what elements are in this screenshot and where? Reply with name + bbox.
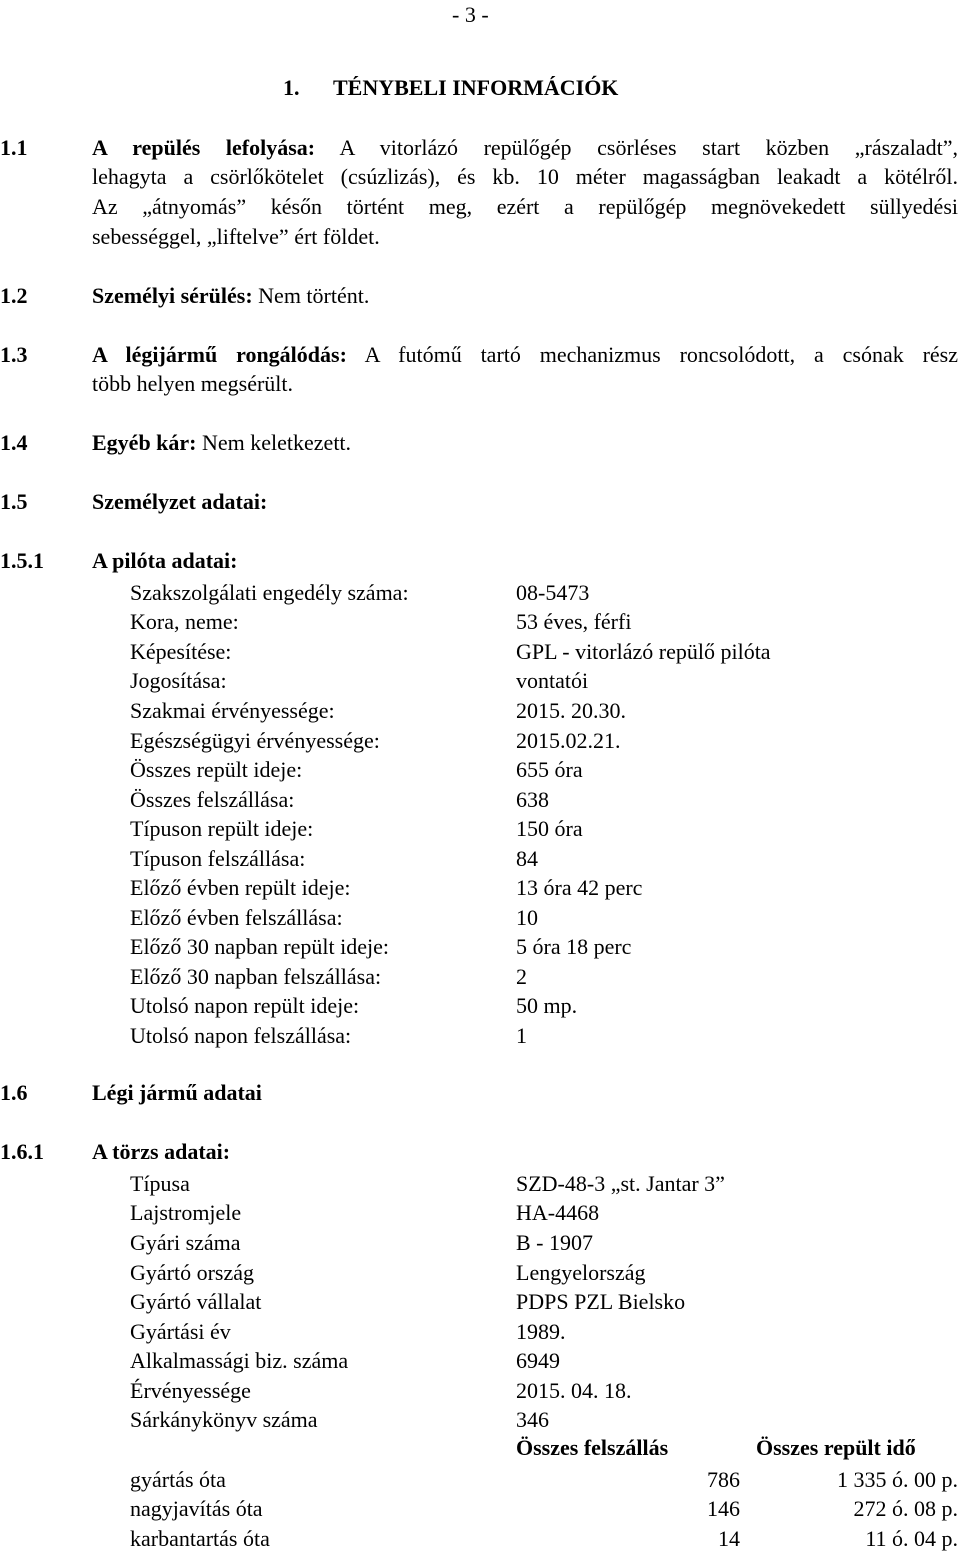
aircraft-row (130, 1319, 960, 1345)
table-row-takeoffs: 14 (718, 1526, 740, 1551)
pilot-row-value: 84 (516, 846, 538, 871)
table-row-label: gyártás óta (130, 1467, 226, 1492)
s1-1-line3: Az „átnyomás” későn történt meg, ezért a repülőgép megnövekedett süllyedési (92, 194, 958, 219)
s1-2-label: Személyi sérülés: (92, 283, 253, 308)
pilot-row-value: 1 (516, 1023, 527, 1048)
s1-4-line (92, 432, 351, 454)
aircraft-row-value: Lengyelország (516, 1260, 646, 1285)
pilot-row (130, 875, 960, 901)
pilot-row-value: 10 (516, 905, 538, 930)
pilot-row (130, 728, 960, 754)
aircraft-row-value: HA-4468 (516, 1200, 600, 1225)
pilot-row-value: vontatói (516, 668, 589, 693)
pilot-row-value: 2 (516, 964, 527, 989)
s1-6-1-number: 1.6.1 (0, 1139, 44, 1164)
s1-4-label: Egyéb kár: (92, 430, 197, 455)
aircraft-row-label: Sárkánykönyv száma (130, 1407, 318, 1432)
aircraft-row-value: 6949 (516, 1348, 560, 1373)
pilot-row-value: 150 óra (516, 816, 583, 841)
s1-2-number: 1.2 (0, 283, 28, 308)
pilot-row (130, 964, 960, 990)
pilot-row-label: Utolsó napon felszállása: (130, 1023, 352, 1048)
table-header-takeoffs: Összes felszállás (516, 1435, 669, 1460)
aircraft-row-value: 1989. (516, 1319, 566, 1344)
section-number: 1. (283, 75, 300, 100)
section-title: TÉNYBELI INFORMÁCIÓK (333, 75, 619, 100)
table-row (130, 1526, 960, 1552)
pilot-row-label: Típuson repült ideje: (130, 816, 314, 841)
pilot-row (130, 787, 960, 813)
table-row-time: 1 335 ó. 00 p. (837, 1467, 958, 1492)
s1-4-text: Nem keletkezett. (202, 430, 352, 455)
pilot-row-label: Képesítése: (130, 639, 232, 664)
aircraft-row (130, 1260, 960, 1286)
pilot-row (130, 934, 960, 960)
aircraft-row-label: Lajstromjele (130, 1200, 242, 1225)
pilot-row (130, 846, 960, 872)
table-row-label: nagyjavítás óta (130, 1496, 263, 1521)
aircraft-row-value: SZD-48-3 „st. Jantar 3” (516, 1171, 725, 1196)
s1-6-number: 1.6 (0, 1080, 28, 1105)
s1-1-line2: lehagyta a csörlőkötelet (csúzlizás), és kb. 10 méter magasságban leakadt a kötélről. (92, 164, 958, 189)
table-row (130, 1467, 960, 1493)
aircraft-row (130, 1348, 960, 1374)
table-row-takeoffs: 146 (707, 1496, 740, 1521)
aircraft-row-value: PDPS PZL Bielsko (516, 1289, 686, 1314)
pilot-row-value: GPL - vitorlázó repülő pilóta (516, 639, 771, 664)
pilot-row (130, 668, 960, 694)
s1-5-number: 1.5 (0, 489, 28, 514)
pilot-row-value: 655 óra (516, 757, 583, 782)
aircraft-row-label: Érvényessége (130, 1378, 251, 1403)
aircraft-row (130, 1378, 960, 1404)
pilot-row-value: 2015. 20.30. (516, 698, 626, 723)
aircraft-row-label: Gyártó ország (130, 1260, 255, 1285)
pilot-row (130, 993, 960, 1019)
table-row (130, 1496, 960, 1522)
s1-1-text1: A vitorlázó repülőgép csörléses start közben „rászaladt”, (339, 135, 958, 160)
pilot-row (130, 698, 960, 724)
pilot-row-label: Összes repült ideje: (130, 757, 303, 782)
pilot-row-label: Egészségügyi érvényessége: (130, 728, 380, 753)
s1-5-label: Személyzet adatai: (92, 489, 268, 514)
pilot-row-value: 53 éves, férfi (516, 609, 632, 634)
pilot-row-value: 2015.02.21. (516, 728, 621, 753)
pilot-row-label: Előző évben repült ideje: (130, 875, 351, 900)
pilot-row-value: 5 óra 18 perc (516, 934, 632, 959)
aircraft-row-label: Gyári száma (130, 1230, 241, 1255)
pilot-row-label: Kora, neme: (130, 609, 239, 634)
s1-6-1-label: A törzs adatai: (92, 1139, 231, 1164)
aircraft-row-value: B - 1907 (516, 1230, 593, 1255)
pilot-row-label: Összes felszállása: (130, 787, 295, 812)
s1-3-number: 1.3 (0, 342, 28, 367)
aircraft-row (130, 1230, 960, 1256)
s1-5-1-label: A pilóta adatai: (92, 548, 238, 573)
s1-2-line (92, 285, 369, 307)
aircraft-row-label: Gyártási év (130, 1319, 231, 1344)
pilot-row (130, 757, 960, 783)
page-number: - 3 - (452, 2, 489, 27)
table-header-flight-time: Összes repült idő (756, 1435, 916, 1460)
s1-3-label: A légijármű rongálódás: (92, 342, 347, 367)
s1-3-line2: több helyen megsérült. (92, 371, 294, 396)
pilot-row-value: 638 (516, 787, 549, 812)
aircraft-row (130, 1171, 960, 1197)
s1-3-line1 (92, 344, 958, 366)
aircraft-row-value: 346 (516, 1407, 549, 1432)
pilot-row-value: 08-5473 (516, 580, 590, 605)
s1-6-label: Légi jármű adatai (92, 1080, 262, 1105)
aircraft-row-label: Típusa (130, 1171, 190, 1196)
pilot-row (130, 905, 960, 931)
s1-1-number: 1.1 (0, 135, 28, 160)
pilot-row-label: Előző évben felszállása: (130, 905, 343, 930)
pilot-row (130, 639, 960, 665)
pilot-row (130, 816, 960, 842)
pilot-row (130, 609, 960, 635)
table-row-time: 11 ó. 04 p. (865, 1526, 958, 1551)
s1-1-label: A repülés lefolyása: (92, 135, 316, 160)
s1-4-number: 1.4 (0, 430, 28, 455)
s1-5-1-number: 1.5.1 (0, 548, 44, 573)
pilot-row-label: Előző 30 napban felszállása: (130, 964, 382, 989)
aircraft-row (130, 1407, 960, 1433)
pilot-row-label: Szakmai érvényessége: (130, 698, 335, 723)
aircraft-row (130, 1289, 960, 1315)
pilot-row-value: 13 óra 42 perc (516, 875, 643, 900)
aircraft-row-label: Alkalmassági biz. száma (130, 1348, 349, 1373)
s1-1-line1 (92, 137, 958, 159)
pilot-row-value: 50 mp. (516, 993, 578, 1018)
aircraft-row-label: Gyártó vállalat (130, 1289, 262, 1314)
pilot-row-label: Előző 30 napban repült ideje: (130, 934, 390, 959)
table-row-takeoffs: 786 (707, 1467, 740, 1492)
s1-1-line4: sebességgel, „liftelve” ért földet. (92, 224, 380, 249)
aircraft-row (130, 1200, 960, 1226)
s1-3-text1: A futómű tartó mechanizmus roncsolódott, a csónak rész (364, 342, 958, 367)
pilot-row-label: Szakszolgálati engedély száma: (130, 580, 409, 605)
table-row-label: karbantartás óta (130, 1526, 270, 1551)
aircraft-row-value: 2015. 04. 18. (516, 1378, 632, 1403)
s1-2-text: Nem történt. (258, 283, 370, 308)
pilot-row (130, 1023, 960, 1049)
pilot-row (130, 580, 960, 606)
pilot-row-label: Típuson felszállása: (130, 846, 306, 871)
pilot-row-label: Utolsó napon repült ideje: (130, 993, 360, 1018)
pilot-row-label: Jogosítása: (130, 668, 227, 693)
table-row-time: 272 ó. 08 p. (853, 1496, 958, 1521)
